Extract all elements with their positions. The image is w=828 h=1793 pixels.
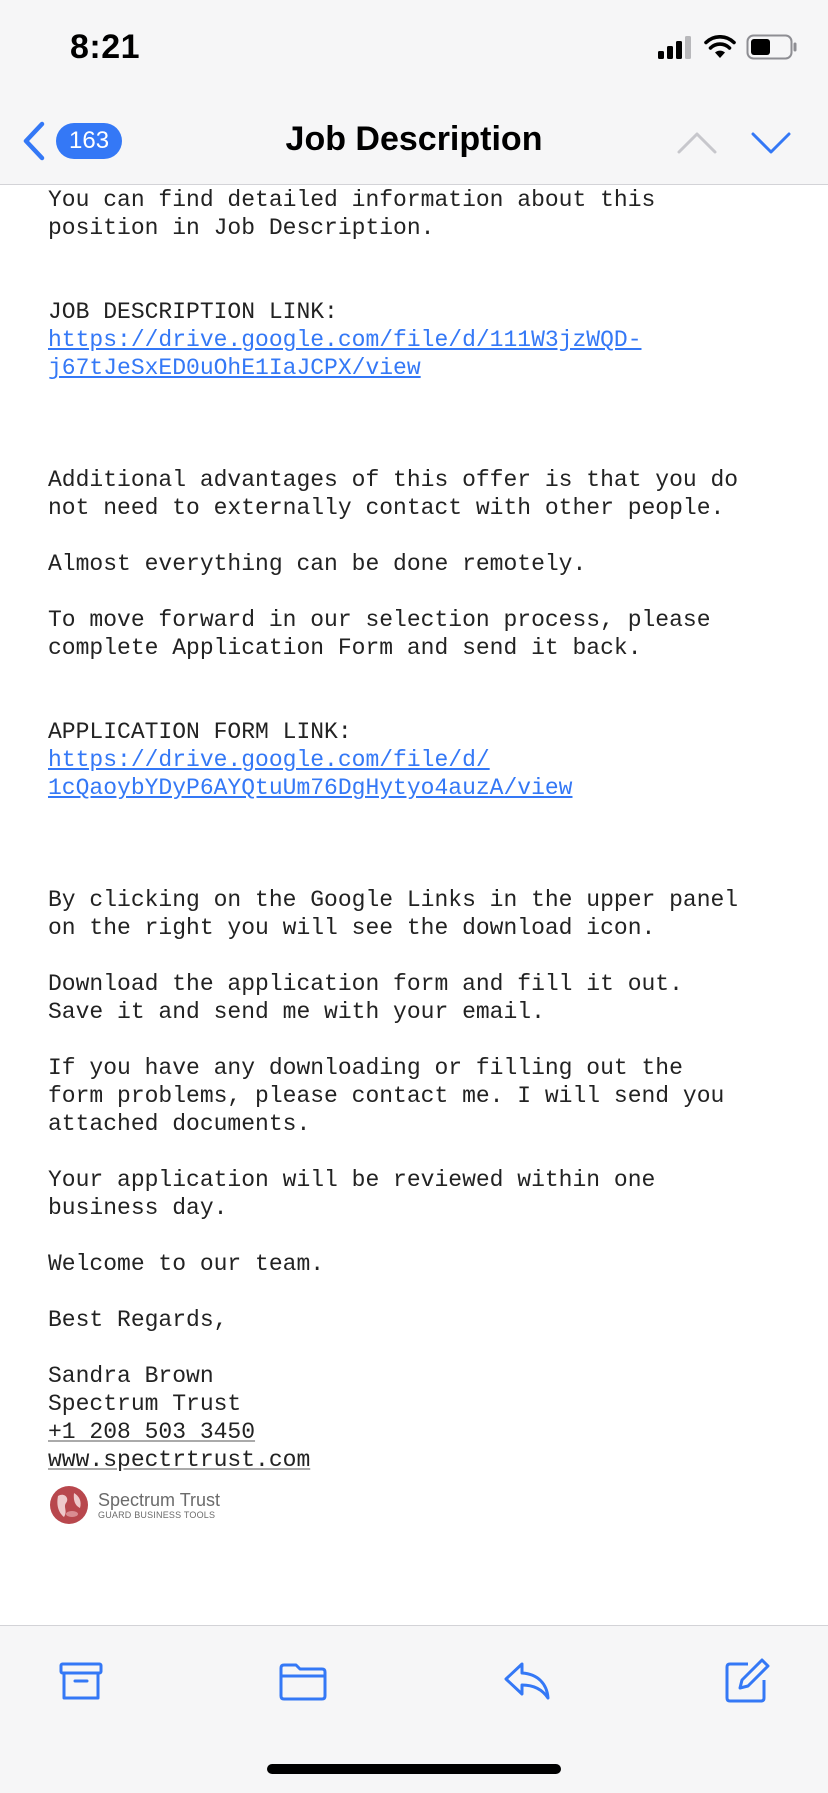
company-logo [48,1484,808,1526]
logo-tagline: GUARD BUSINESS TOOLS [98,1509,216,1520]
next-message-icon[interactable] [750,122,792,164]
app-link-line-1: https://drive.google.com/file/d/ [48,747,490,773]
globe-logo-icon [48,1484,90,1526]
application-link-label: APPLICATION FORM LINK: [48,719,352,745]
signature-company: Spectrum Trust [48,1391,242,1417]
signature-name: Sandra Brown [48,1363,214,1389]
cellular-signal-icon [658,35,694,59]
reply-button[interactable] [502,1658,552,1709]
page-title: Job Description [285,120,543,158]
home-indicator [267,1764,561,1774]
job-link-line-1: https://drive.google.com/file/d/111W3jzWQD- [48,327,642,353]
job-description-link[interactable] [48,327,642,381]
job-link-line-2: j67tJeSxED0uOhE1IaJCPX/view [48,355,421,381]
body-paragraph: Your application will be reviewed within one business day. [48,1167,656,1221]
closing: Best Regards, [48,1307,228,1333]
body-paragraph: Almost everything can be done remotely. [48,551,587,577]
archive-icon [58,1658,104,1704]
message-nav-arrows [676,122,792,164]
body-paragraph: Additional advantages of this offer is that you do not need to externally contact with other people. [48,467,739,521]
back-button[interactable] [20,120,122,162]
body-paragraph: You can find detailed information about this position in Job Description. [48,187,656,241]
logo-text [98,1491,220,1520]
signature-website-link[interactable]: www.spectrtrust.com [48,1447,311,1473]
status-icons [658,34,798,60]
body-paragraph: If you have any downloading or filling out the form problems, please contact me. I will send you attached documents. [48,1055,725,1137]
compose-icon [724,1658,770,1704]
chevron-left-icon [20,120,46,162]
battery-icon [746,34,798,60]
body-paragraph: Welcome to our team. [48,1251,325,1277]
body-paragraph: By clicking on the Google Links in the upper panel on the right you will see the download icon. [48,887,739,941]
app-link-line-2: 1cQaoybYDyP6AYQtuUm76DgHytyo4auzA/view [48,775,573,801]
status-time: 8:21 [70,28,141,66]
reply-icon [502,1658,552,1704]
archive-button[interactable] [58,1658,104,1709]
application-form-link[interactable] [48,747,573,801]
signature-phone-link[interactable]: +1 208 503 3450 [48,1419,256,1445]
body-paragraph: To move forward in our selection process, please complete Application Form and send it back. [48,607,711,661]
wifi-icon [704,35,736,59]
move-to-folder-button[interactable] [278,1658,328,1709]
folder-icon [278,1658,328,1704]
compose-button[interactable] [724,1658,770,1709]
unread-count-badge: 163 [56,123,122,159]
status-bar [0,0,828,100]
job-link-label: JOB DESCRIPTION LINK: [48,299,338,325]
previous-message-icon[interactable] [676,122,718,164]
email-body [48,186,808,1526]
body-paragraph: Download the application form and fill it out. Save it and send me with your email. [48,971,683,1025]
logo-name: Spectrum Trust [98,1489,221,1510]
navigation-bar [0,100,828,185]
